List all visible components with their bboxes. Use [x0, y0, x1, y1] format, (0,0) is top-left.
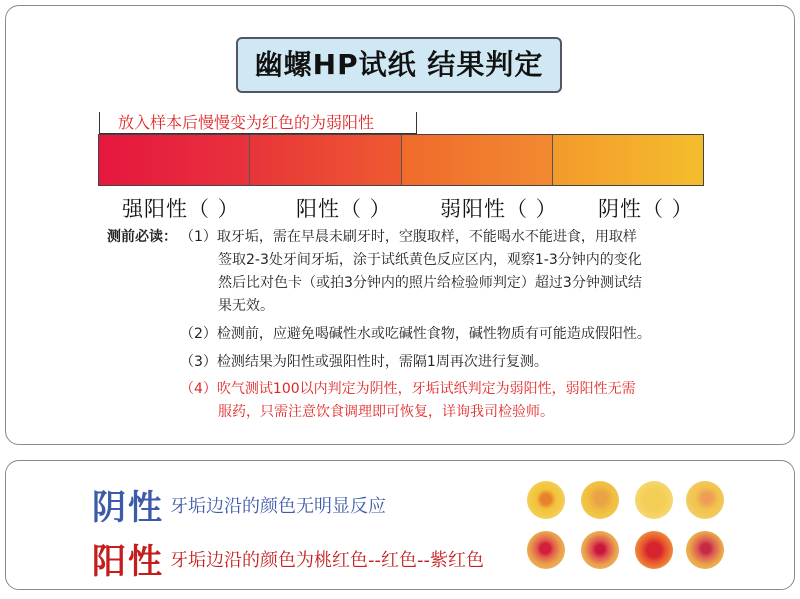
negative-sample-3	[635, 481, 673, 519]
instruction-1-line-1: （1）取牙垢，需在早晨未刷牙时，空腹取样，不能喝水不能进食，用取样	[180, 229, 637, 245]
instruction-4-line-2: 服药，只需注意饮食调理即可恢复，详询我司检验师。	[218, 404, 554, 420]
negative-sample-2	[581, 481, 619, 519]
instruction-1-line-2: 签取2-3处牙间牙垢，涂于试纸黄色反应区内，观察1-3分钟内的变化	[218, 252, 642, 268]
label-strong-positive: 强阳性（ ）	[122, 197, 240, 221]
positive-sample-4	[686, 531, 724, 569]
negative-sample-4	[686, 481, 724, 519]
positive-sample-2	[581, 531, 619, 569]
weak-positive-note: 放入样本后慢慢变为红色的为弱阳性	[118, 113, 375, 132]
positive-description: 牙垢边沿的颜色为桃红色--红色--紫红色	[170, 550, 484, 571]
instruction-2: （2）检测前，应避免喝碱性水或吃碱性食物，碱性物质有可能造成假阳性。	[180, 326, 651, 342]
negative-sample-1	[527, 481, 565, 519]
scale-segment-positive	[250, 135, 401, 185]
instruction-1-line-3: 然后比对色卡（或拍3分钟内的照片给检验师判定）超过3分钟测试结	[218, 275, 642, 291]
positive-word: 阳性	[92, 542, 164, 582]
label-negative: 阴性（ ）	[598, 197, 694, 221]
instructions-heading: 测前必读：	[107, 229, 177, 245]
instruction-4-line-1: （4）吹气测试100以内判定为阴性，牙垢试纸判定为弱阳性，弱阳性无需	[180, 381, 636, 397]
negative-word: 阴性	[92, 488, 164, 528]
instruction-3: （3）检测结果为阳性或强阳性时，需隔1周再次进行复测。	[180, 354, 548, 370]
negative-description: 牙垢边沿的颜色无明显反应	[170, 496, 386, 517]
scale-segment-weak-positive	[402, 135, 553, 185]
label-weak-positive: 弱阳性（ ）	[440, 197, 558, 221]
label-positive: 阳性（ ）	[296, 197, 392, 221]
instruction-1-line-4: 果无效。	[218, 298, 274, 314]
scale-segment-negative	[553, 135, 703, 185]
positive-sample-1	[527, 531, 565, 569]
scale-segment-strong-positive	[99, 135, 250, 185]
color-scale-bar	[98, 134, 704, 186]
page-title: 幽螺HP试纸 结果判定	[236, 37, 562, 93]
positive-sample-3	[635, 531, 673, 569]
